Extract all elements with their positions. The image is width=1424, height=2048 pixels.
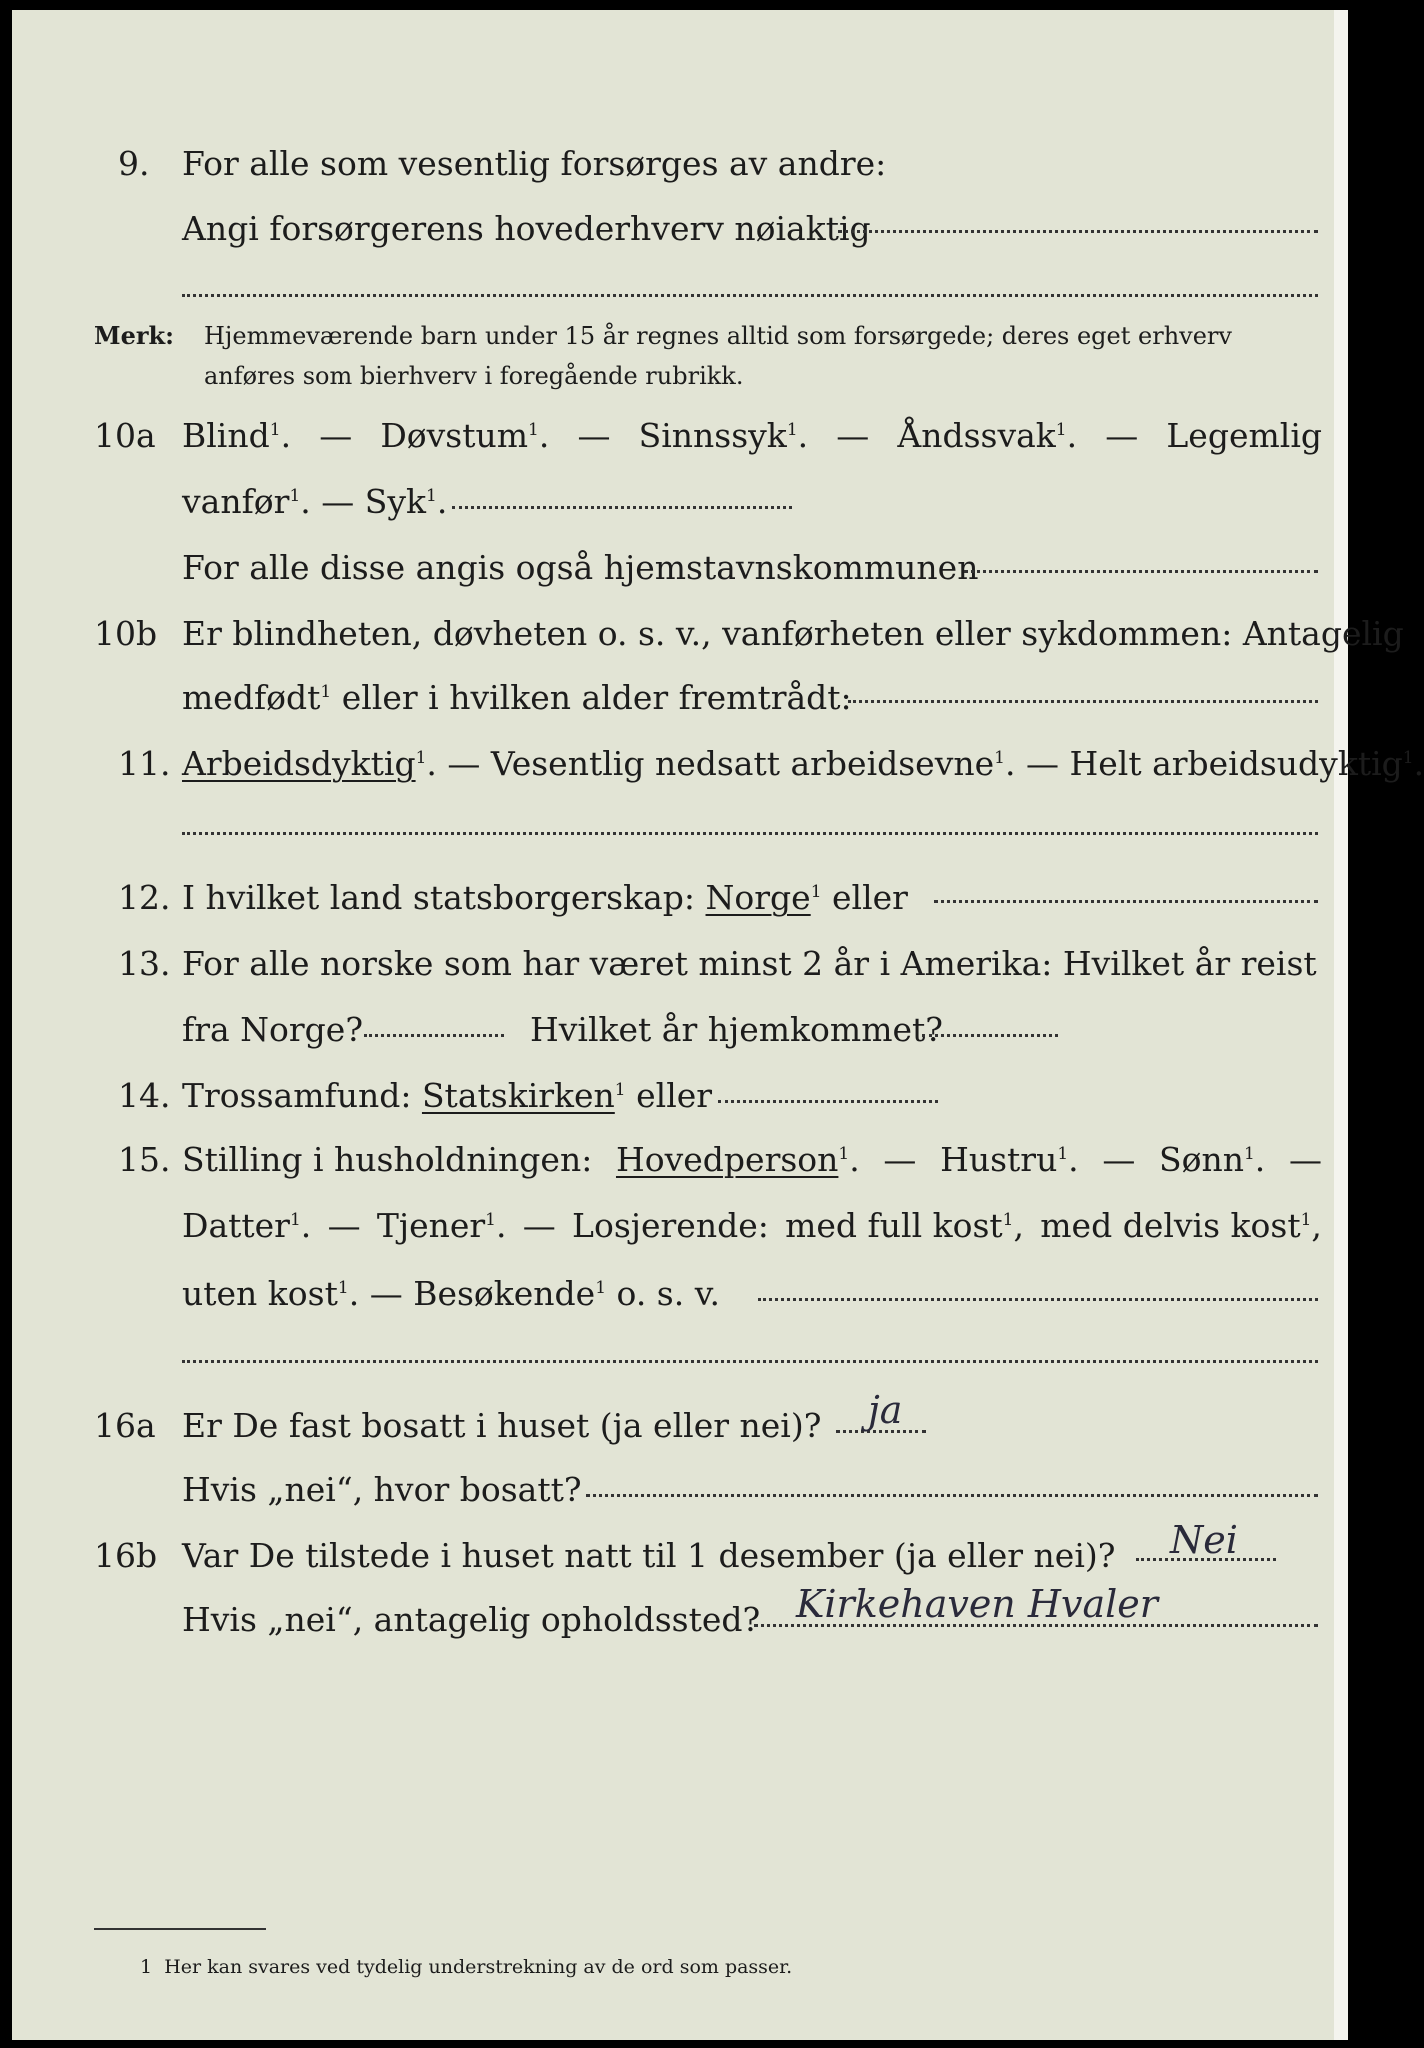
q10a-line-2 xyxy=(182,482,447,522)
q15-answer-line[interactable] xyxy=(758,1298,1318,1301)
q16a-followup-line[interactable] xyxy=(586,1494,1318,1497)
q14-number: 14. xyxy=(118,1076,171,1115)
q11-number: 11. xyxy=(118,744,171,783)
option-blind[interactable]: Blind$^1$. xyxy=(182,416,292,455)
option-andssvak[interactable]: Åndssvak$^1$. xyxy=(897,416,1078,455)
option-besokende[interactable]: Besøkende$^1$ xyxy=(413,1274,607,1313)
option-delvis-kost[interactable]: med delvis kost$^1$, xyxy=(1040,1206,1322,1245)
q16b-number: 16b xyxy=(94,1536,158,1575)
q13-return-line[interactable] xyxy=(922,1034,1058,1037)
q11-options: Arbeidsdyktig$^1$. — Vesentlig nedsatt arbeidsevne$^1$. — Helt arbeidsudyktig$^1$. xyxy=(182,744,1424,783)
option-hustru[interactable]: Hustru$^1$. xyxy=(940,1140,1079,1179)
option-legemlig[interactable]: Legemlig xyxy=(1166,416,1322,455)
note-line-2: anføres som bierhverv i foregående rubrikk. xyxy=(204,362,744,390)
q13-line-1: For alle norske som har været minst 2 år i Amerika: Hvilket år reist xyxy=(182,944,1317,983)
option-norge[interactable]: Norge xyxy=(705,878,811,917)
q15-line-2: Datter$^1$. — Tjener$^1$. — Losjerende: med full kost$^1$, med delvis kost$^1$, xyxy=(182,1206,1322,1245)
q10b-answer-line[interactable] xyxy=(848,700,1318,703)
note-line-1: Hjemmeværende barn under 15 år regnes alltid som forsørgede; deres eget erhverv xyxy=(204,322,1232,350)
option-dovstum[interactable]: Døvstum$^1$. xyxy=(380,416,550,455)
q16a-followup: Hvis „nei“, hvor bosatt? xyxy=(182,1470,582,1509)
q10a-line-1 xyxy=(182,416,1322,456)
q9-occupation-prompt: Angi forsørgerens hovederhverv nøiaktig xyxy=(182,209,871,248)
option-vanfor[interactable]: vanfør$^1$. xyxy=(182,482,311,521)
footnote-mark: 1 xyxy=(140,1956,153,1978)
footnote xyxy=(140,1956,792,1978)
q10a-hometown-line[interactable] xyxy=(964,570,1318,573)
q15-answer-line-2[interactable] xyxy=(182,1360,1318,1363)
q16a-question: Er De fast bosatt i huset (ja eller nei)? xyxy=(182,1406,822,1445)
separator: — xyxy=(577,416,611,455)
q13-left-prompt: fra Norge? xyxy=(182,1010,364,1049)
q9-answer-line-1[interactable] xyxy=(838,230,1318,233)
option-tjener[interactable]: Tjener$^1$. xyxy=(376,1206,507,1245)
q16b-followup: Hvis „nei“, antagelig opholdssted? xyxy=(182,1600,761,1639)
q15-line-3: uten kost$^1$. — Besøkende$^1$ o. s. v. xyxy=(182,1274,720,1313)
q12-number: 12. xyxy=(118,878,171,917)
option-uten-kost[interactable]: uten kost$^1$. xyxy=(182,1274,360,1313)
q16a-handwritten-answer: ja xyxy=(868,1388,903,1432)
q14-question: Trossamfund: Statskirken$^1$ eller xyxy=(182,1076,713,1115)
q10b-line-2: medfødt$^1$ eller i hvilken alder fremtrådt: xyxy=(182,678,852,717)
q15-number: 15. xyxy=(118,1140,171,1179)
q12-answer-line[interactable] xyxy=(934,900,1318,903)
q13-return-prompt: Hvilket år hjemkommet? xyxy=(530,1010,943,1049)
census-form-page xyxy=(12,10,1424,2040)
q16a-number: 16a xyxy=(94,1406,156,1445)
q12-question: I hvilket land statsborgerskap: Norge$^1$ eller xyxy=(182,878,908,917)
separator: — xyxy=(836,416,870,455)
q11-answer-line[interactable] xyxy=(182,832,1318,835)
option-statskirken[interactable]: Statskirken xyxy=(421,1076,615,1115)
q16b-question: Var De tilstede i huset natt til 1 desember (ja eller nei)? xyxy=(182,1536,1116,1575)
option-udyktig[interactable]: Helt arbeidsudyktig xyxy=(1069,744,1403,783)
option-nedsatt[interactable]: Vesentlig nedsatt arbeidsevne xyxy=(490,744,995,783)
q10a-answer-line[interactable] xyxy=(452,506,792,509)
q14-answer-line[interactable] xyxy=(718,1100,938,1103)
separator: — xyxy=(447,744,481,783)
q9-number: 9. xyxy=(118,144,150,183)
option-sonn[interactable]: Sønn$^1$. xyxy=(1158,1140,1266,1179)
q13-number: 13. xyxy=(118,944,171,983)
footnote-text: Her kan svares ved tydelig understrekning av de ord som passer. xyxy=(164,1956,793,1978)
option-datter[interactable]: Datter$^1$. xyxy=(182,1206,312,1245)
separator: — xyxy=(1025,744,1059,783)
q16b-handwritten-answer: Nei xyxy=(1170,1518,1238,1562)
q10b-number: 10b xyxy=(94,614,158,653)
q9-question: For alle som vesentlig forsørges av andre: xyxy=(182,144,887,183)
q15-line-1: Stilling i husholdningen: Hovedperson$^1$. — Hustru$^1$. — Sønn$^1$. — xyxy=(182,1140,1322,1179)
separator: — xyxy=(319,416,353,455)
option-full-kost[interactable]: med full kost$^1$, xyxy=(785,1206,1024,1245)
separator: — xyxy=(321,482,355,521)
q10a-number: 10a xyxy=(94,416,156,455)
q13-departure-line[interactable] xyxy=(364,1034,504,1037)
option-syk[interactable]: Syk$^1$. xyxy=(364,482,448,521)
footnote-rule xyxy=(94,1928,266,1930)
q9-answer-line-2[interactable] xyxy=(182,294,1318,297)
option-arbeidsdyktig[interactable]: Arbeidsdyktig xyxy=(182,744,416,783)
note-label: Merk: xyxy=(94,321,174,350)
separator: — xyxy=(1105,416,1139,455)
q10b-line-1: Er blindheten, døvheten o. s. v., vanførheten eller sykdommen: Antagelig xyxy=(182,614,1404,653)
q16b-handwritten-place: Kirkehaven Hvaler xyxy=(796,1582,1158,1626)
q10a-hometown-prompt: For alle disse angis også hjemstavnskommunen xyxy=(182,548,979,587)
option-sinnssyk[interactable]: Sinnssyk$^1$. xyxy=(638,416,809,455)
option-hovedperson[interactable]: Hovedperson xyxy=(615,1140,839,1179)
